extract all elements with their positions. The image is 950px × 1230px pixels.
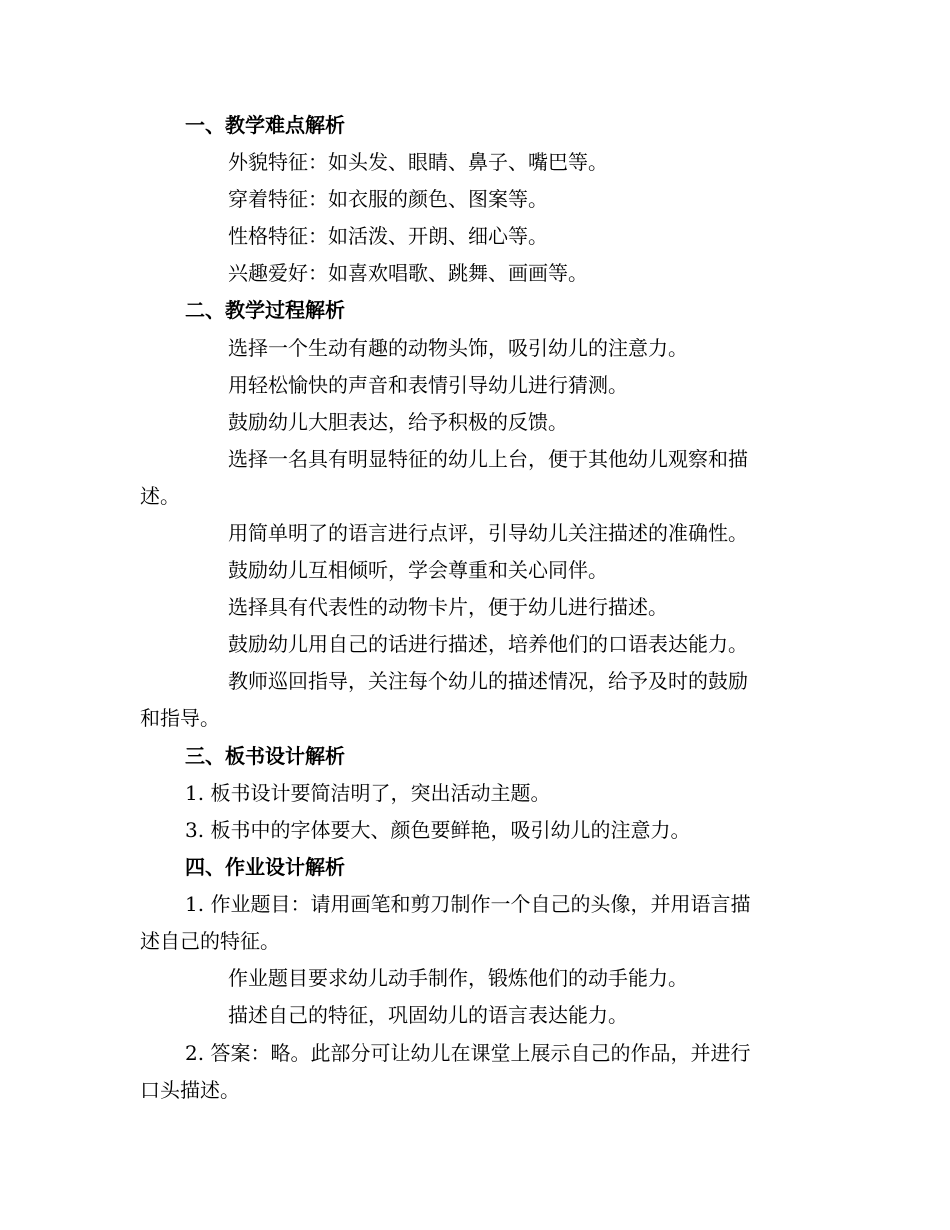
numbered-item: 3. 板书中的字体要大、颜色要鲜艳，吸引幼儿的注意力。 (185, 818, 691, 842)
paragraph: 选择一名具有明显特征的幼儿上台，便于其他幼儿观察和描 (228, 447, 748, 471)
paragraph: 外貌特征：如头发、眼睛、鼻子、嘴巴等。 (228, 150, 608, 174)
paragraph: 鼓励幼儿用自己的话进行描述，培养他们的口语表达能力。 (228, 632, 748, 656)
numbered-item: 2. 答案：略。此部分可让幼儿在课堂上展示自己的作品，并进行 (185, 1041, 751, 1065)
paragraph: 性格特征：如活泼、开朗、细心等。 (228, 224, 548, 248)
paragraph: 选择具有代表性的动物卡片，便于幼儿进行描述。 (228, 595, 668, 619)
section-heading-difficulties: 一、教学难点解析 (185, 113, 345, 137)
paragraph-continuation: 述自己的特征。 (140, 929, 280, 953)
numbered-item: 1. 作业题目：请用画笔和剪刀制作一个自己的头像，并用语言描 (185, 892, 751, 916)
section-heading-process: 二、教学过程解析 (185, 298, 345, 322)
section-heading-board-design: 三、板书设计解析 (185, 744, 345, 768)
paragraph: 用简单明了的语言进行点评，引导幼儿关注描述的准确性。 (228, 521, 748, 545)
numbered-item: 1. 板书设计要简洁明了，突出活动主题。 (185, 781, 551, 805)
paragraph: 鼓励幼儿大胆表达，给予积极的反馈。 (228, 410, 568, 434)
section-heading-homework: 四、作业设计解析 (185, 855, 345, 879)
paragraph-continuation: 和指导。 (140, 706, 220, 730)
paragraph: 穿着特征：如衣服的颜色、图案等。 (228, 187, 548, 211)
paragraph: 兴趣爱好：如喜欢唱歌、跳舞、画画等。 (228, 261, 588, 285)
paragraph: 描述自己的特征，巩固幼儿的语言表达能力。 (228, 1003, 628, 1027)
paragraph-continuation: 述。 (140, 484, 180, 508)
paragraph: 用轻松愉快的声音和表情引导幼儿进行猜测。 (228, 373, 628, 397)
paragraph: 教师巡回指导，关注每个幼儿的描述情况，给予及时的鼓励 (228, 669, 748, 693)
paragraph: 鼓励幼儿互相倾听，学会尊重和关心同伴。 (228, 558, 608, 582)
paragraph-continuation: 口头描述。 (140, 1078, 240, 1102)
paragraph: 作业题目要求幼儿动手制作，锻炼他们的动手能力。 (228, 966, 688, 990)
paragraph: 选择一个生动有趣的动物头饰，吸引幼儿的注意力。 (228, 336, 688, 360)
